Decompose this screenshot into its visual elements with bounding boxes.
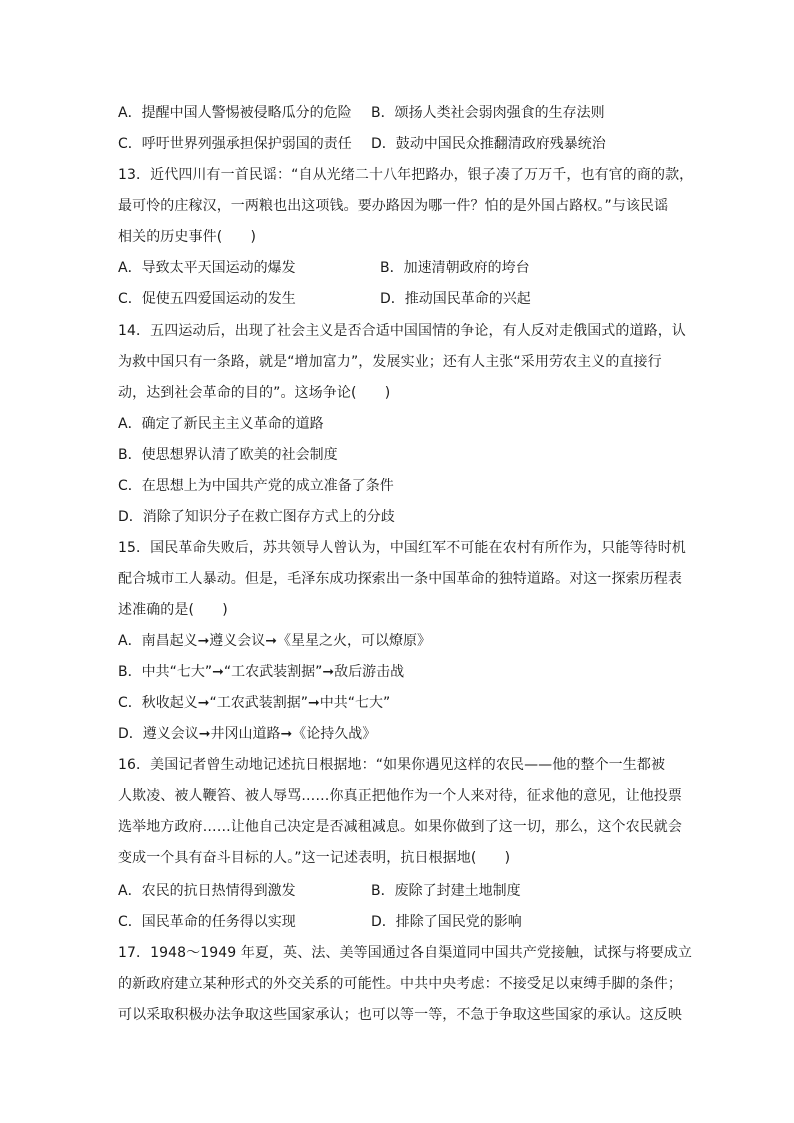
q15-stem-line-3: 述准确的是( )	[118, 602, 228, 618]
q15-stem-line-1: 15．国民革命失败后，苏共领导人曾认为，中国红军不可能在农村有所作为，只能等待时机	[118, 540, 686, 556]
q15-option-c: C．秋收起义➞“工农武装割据”➞中共“七大”	[118, 695, 391, 711]
q16-option-b: B．废除了封建土地制度	[371, 883, 521, 899]
q13-stem-line-1: 13．近代四川有一首民谣：“自从光绪二十八年把路办，银子凑了万万千，也有官的商的款，	[118, 167, 694, 183]
q17-stem-line-3: 可以采取积极办法争取这些国家承认；也可以等一等，不急于争取这些国家的承认。这反映	[118, 1007, 682, 1023]
q14-stem-line-3: 动，达到社会革命的目的”。这场争论( )	[118, 385, 391, 401]
q12-option-c: C．呼吁世界列强承担保护弱国的责任	[118, 136, 352, 152]
q13-option-a: A．导致太平天国运动的爆发	[118, 260, 296, 276]
q15-option-a: A．南昌起义➞遵义会议➞《星星之火，可以燎原》	[118, 633, 432, 649]
q16-option-a: A．农民的抗日热情得到激发	[118, 883, 296, 899]
q16-option-d: D．排除了国民党的影响	[371, 914, 522, 930]
q15-stem-line-2: 配合城市工人暴动。但是，毛泽东成功探索出一条中国革命的独特道路。对这一探索历程表	[118, 571, 682, 587]
q16-stem-line-1: 16．美国记者曾生动地记述抗日根据地：“如果你遇见这样的农民——他的整个一生都被	[118, 757, 666, 773]
q15-option-d: D．遵义会议➞井冈山道路➞《论持久战》	[118, 726, 377, 742]
q12-option-b: B．颂扬人类社会弱肉强食的生存法则	[371, 105, 605, 121]
q14-option-c: C．在思想上为中国共产党的成立准备了条件	[118, 478, 394, 494]
q17-stem-line-1: 17．1948～1949 年夏，英、法、美等国通过各自渠道同中国共产党接触，试探与将要成立	[118, 945, 693, 961]
q14-option-b: B．使思想界认清了欧美的社会制度	[118, 447, 338, 463]
q15-option-b: B．中共“七大”➞“工农武装割据”➞敌后游击战	[118, 664, 405, 680]
q14-option-d: D．消除了知识分子在救亡图存方式上的分歧	[118, 509, 395, 525]
q12-option-a: A．提醒中国人警惕被侵略瓜分的危险	[118, 105, 352, 121]
q16-stem-line-2: 人欺凌、被人鞭笞、被人辱骂……你真正把他作为一个人来对待，征求他的意见，让他投票	[118, 788, 682, 804]
q16-option-c: C．国民革命的任务得以实现	[118, 914, 296, 930]
q13-option-c: C．促使五四爱国运动的发生	[118, 291, 296, 307]
q14-stem-line-1: 14．五四运动后，出现了社会主义是否合适中国国情的争论，有人反对走俄国式的道路，认	[118, 323, 686, 339]
q14-option-a: A．确定了新民主主义革命的道路	[118, 416, 324, 432]
q13-option-b: B．加速清朝政府的垮台	[380, 260, 530, 276]
q13-stem-line-2: 最可怜的庄稼汉，一两粮也出这项钱。要办路因为哪一件？怕的是外国占路权。”与该民谣	[118, 198, 669, 214]
q12-option-d: D．鼓动中国民众推翻清政府残暴统治	[371, 136, 606, 152]
q13-stem-line-3: 相关的历史事件( )	[118, 229, 257, 245]
q16-stem-line-4: 变成一个具有奋斗目标的人。”这一记述表明，抗日根据地( )	[118, 850, 511, 866]
q13-option-d: D．推动国民革命的兴起	[380, 291, 531, 307]
q17-stem-line-2: 的新政府建立某种形式的外交关系的可能性。中共中央考虑：不接受足以束缚手脚的条件；	[118, 976, 682, 992]
q14-stem-line-2: 为救中国只有一条路，就是“增加富力”，发展实业；还有人主张“采用劳农主义的直接行	[118, 354, 662, 370]
q16-stem-line-3: 选举地方政府……让他自己决定是否减租减息。如果你做到了这一切，那么，这个农民就会	[118, 819, 682, 835]
